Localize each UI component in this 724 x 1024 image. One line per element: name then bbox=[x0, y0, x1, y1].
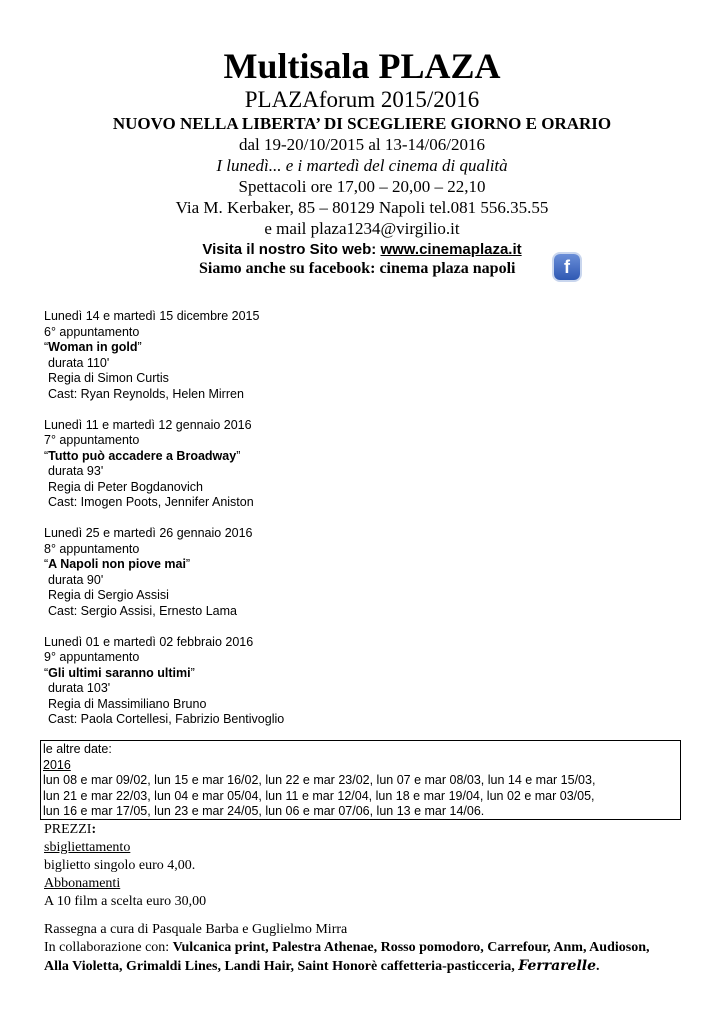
other-dates-line: lun 08 e mar 09/02, lun 15 e mar 16/02, lun 22 e mar 23/02, lun 07 e mar 08/03, lun 14 e mar 15/03, bbox=[43, 773, 596, 787]
other-dates-line: lun 21 e mar 22/03, lun 04 e mar 05/04, lun 11 e mar 12/04, lun 18 e mar 19/04, lun 02 e mar 03/05, bbox=[43, 788, 595, 803]
cinema-title: Multisala PLAZA bbox=[223, 46, 501, 86]
film-title: A Napoli non piove mai bbox=[48, 557, 186, 571]
collaboration-prefix: In collaborazione con: bbox=[44, 940, 173, 955]
subscription-price: A 10 film a scelta euro 30,00 bbox=[44, 894, 207, 909]
appointment-number: 9° appuntamento bbox=[44, 650, 140, 664]
quote-close: ” bbox=[137, 340, 142, 354]
screening-entry bbox=[44, 309, 684, 402]
ticket-heading: sbigliettamento bbox=[44, 840, 131, 855]
appointment-number: 7° appuntamento bbox=[44, 433, 140, 447]
credits-section bbox=[44, 921, 714, 976]
other-dates-line: lun 16 e mar 17/05, lun 23 e mar 24/05, lun 06 e mar 07/06, lun 13 e mar 14/06. bbox=[43, 804, 485, 818]
film-cast: Cast: Paola Cortellesi, Fabrizio Bentivoglio bbox=[48, 712, 285, 726]
film-title-line bbox=[44, 449, 684, 465]
screening-date: Lunedì 14 e martedì 15 dicembre 2015 bbox=[44, 309, 260, 323]
sponsors-list: Vulcanica print, Palestra Athenae, Rosso pomodoro, Carrefour, Anm, Audioson, bbox=[172, 940, 650, 955]
quote-open: “ bbox=[44, 340, 49, 354]
curated-by: Rassegna a cura di Pasquale Barba e Guglielmo Mirra bbox=[44, 922, 348, 937]
season-subtitle: PLAZAforum 2015/2016 bbox=[244, 87, 480, 112]
facebook-line: Siamo anche su facebook: cinema plaza napoli bbox=[199, 260, 516, 277]
appointment-number: 6° appuntamento bbox=[44, 324, 140, 339]
prices-heading bbox=[44, 821, 206, 839]
prices-section bbox=[44, 821, 206, 911]
sponsors-end: . bbox=[596, 959, 600, 974]
subscription-heading: Abbonamenti bbox=[44, 876, 121, 891]
film-title-line bbox=[44, 340, 684, 356]
quote-close: ” bbox=[236, 448, 241, 463]
screening-date: Lunedì 11 e martedì 12 gennaio 2016 bbox=[44, 417, 252, 432]
sponsors-list-continued bbox=[44, 957, 714, 976]
tagline: NUOVO NELLA LIBERTA’ DI SCEGLIERE GIORNO E ORARIO bbox=[112, 114, 612, 133]
film-cast: Cast: Sergio Assisi, Ernesto Lama bbox=[48, 603, 237, 618]
showtimes: Spettacoli ore 17,00 – 20,00 – 22,10 bbox=[238, 177, 486, 196]
website-link[interactable]: www.cinemaplaza.it bbox=[380, 241, 522, 258]
other-dates-year: 2016 bbox=[43, 757, 71, 772]
film-director: Regia di Massimiliano Bruno bbox=[48, 696, 207, 711]
film-title-line bbox=[44, 557, 684, 573]
prices-heading-text: PREZZI bbox=[44, 822, 92, 837]
quote-close: ” bbox=[190, 665, 195, 680]
screening-entry bbox=[44, 635, 684, 728]
appointment-number: 8° appuntamento bbox=[44, 541, 140, 556]
screening-list bbox=[44, 309, 684, 743]
other-dates-box bbox=[40, 740, 681, 820]
quote-open: “ bbox=[44, 665, 49, 680]
address: Via M. Kerbaker, 85 – 80129 Napoli tel.081 556.35.55 bbox=[175, 198, 549, 217]
film-duration: durata 110' bbox=[48, 355, 110, 370]
film-director: Regia di Peter Bogdanovich bbox=[48, 479, 203, 494]
film-title: Woman in gold bbox=[48, 340, 138, 354]
other-dates-label: le altre date: bbox=[43, 742, 112, 756]
screening-entry bbox=[44, 526, 684, 619]
film-director: Regia di Simon Curtis bbox=[48, 371, 169, 385]
website-prefix: Visita il nostro Sito web: bbox=[202, 241, 381, 258]
facebook-icon[interactable] bbox=[554, 254, 580, 280]
screening-date: Lunedì 25 e martedì 26 gennaio 2016 bbox=[44, 526, 253, 540]
film-cast: Cast: Imogen Poots, Jennifer Aniston bbox=[48, 495, 254, 509]
collaboration-line bbox=[44, 939, 714, 957]
film-duration: durata 103' bbox=[48, 681, 111, 695]
film-title: Tutto può accadere a Broadway bbox=[48, 448, 237, 463]
quote-open: “ bbox=[44, 557, 49, 571]
sponsors-text: Alla Violetta, Grimaldi Lines, Landi Hair, Saint Honorè caffetteria-pasticceria, bbox=[44, 959, 519, 974]
facebook-icon-glyph: f bbox=[564, 257, 570, 277]
screening-date: Lunedì 01 e martedì 02 febbraio 2016 bbox=[44, 634, 254, 649]
film-title: Gli ultimi saranno ultimi bbox=[48, 665, 191, 680]
film-director: Regia di Sergio Assisi bbox=[48, 588, 169, 602]
prices-heading-colon: : bbox=[91, 822, 97, 837]
ferrarelle-sponsor: Ferrarelle bbox=[518, 958, 596, 974]
season-dates: dal 19-20/10/2015 al 13-14/06/2016 bbox=[238, 135, 485, 154]
quote-open: “ bbox=[44, 448, 49, 463]
quote-close: ” bbox=[185, 557, 191, 571]
film-title-line bbox=[44, 666, 684, 682]
film-duration: durata 93' bbox=[48, 464, 104, 478]
film-cast: Cast: Ryan Reynolds, Helen Mirren bbox=[48, 386, 244, 401]
film-duration: durata 90' bbox=[48, 572, 104, 587]
email: e mail plaza1234@virgilio.it bbox=[264, 219, 460, 238]
slogan: I lunedì... e i martedì del cinema di qualità bbox=[216, 156, 508, 175]
website-line bbox=[0, 240, 724, 260]
screening-entry bbox=[44, 418, 684, 511]
ticket-price: biglietto singolo euro 4,00. bbox=[44, 858, 196, 873]
